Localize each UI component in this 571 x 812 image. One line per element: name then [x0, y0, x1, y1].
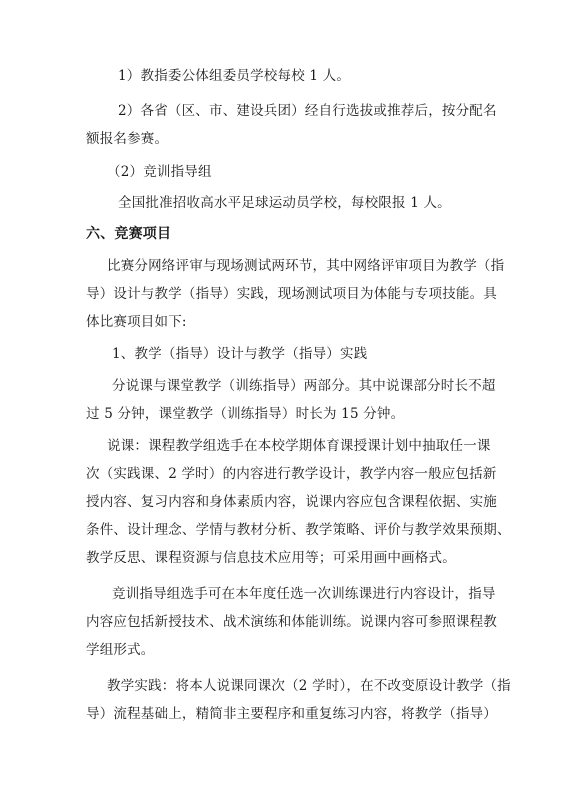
text-line: 教学反思、课程资源与信息技术应用等；可采用画中画格式。 [86, 550, 456, 566]
text-line: 导）流程基础上，精简非主要程序和重复练习内容，将教学（指导） [86, 706, 497, 722]
text-line: 分说课与课堂教学（训练指导）两部分。其中说课部分时长不超 [112, 378, 496, 394]
text-line: 授内容、复习内容和身体素质内容，说课内容应包含课程依据、实施 [86, 494, 497, 510]
section-heading: 六、竞赛项目 [86, 226, 172, 242]
text-line: 说课：课程教学组选手在本校学期体育课授课计划中抽取任一课 [107, 438, 491, 454]
subheading: 1、教学（指导）设计与教学（指导）实践 [112, 346, 368, 362]
text-line: 竞训指导组选手可在本年度任选一次训练课进行内容设计，指导 [112, 586, 496, 602]
text-line: 内容应包括新授技术、战术演练和体能训练。说课内容可参照课程教 [86, 614, 497, 630]
text-line: 比赛分网络评审与现场测试两环节，其中网络评审项目为教学（指 [107, 258, 505, 274]
text-line: 次（实践课、2 学时）的内容进行教学设计，教学内容一般应包括新 [86, 466, 497, 482]
text-line: 学组形式。 [86, 642, 155, 658]
text-line: 全国批准招收高水平足球运动员学校，每校限报 1 人。 [118, 195, 451, 211]
text-line: （2）竞训指导组 [107, 164, 212, 180]
text-line: 2）各省（区、市、建设兵团）经自行选拔或推荐后，按分配名 [118, 103, 497, 119]
text-line: 1）教指委公体组委员学校每校 1 人。 [118, 68, 351, 84]
text-line: 教学实践：将本人说课同课次（2 学时），在不改变原设计教学（指 [107, 678, 511, 694]
text-line: 条件、设计理念、学情与教材分析、教学策略、评价与教学效果预期、 [86, 522, 511, 538]
text-line: 过 5 分钟，课堂教学（训练指导）时长为 15 分钟。 [86, 406, 405, 422]
text-line: 导）设计与教学（指导）实践，现场测试项目为体能与专项技能。具 [86, 286, 497, 302]
text-line: 体比赛项目如下: [86, 314, 187, 330]
text-line: 额报名参赛。 [86, 131, 169, 147]
